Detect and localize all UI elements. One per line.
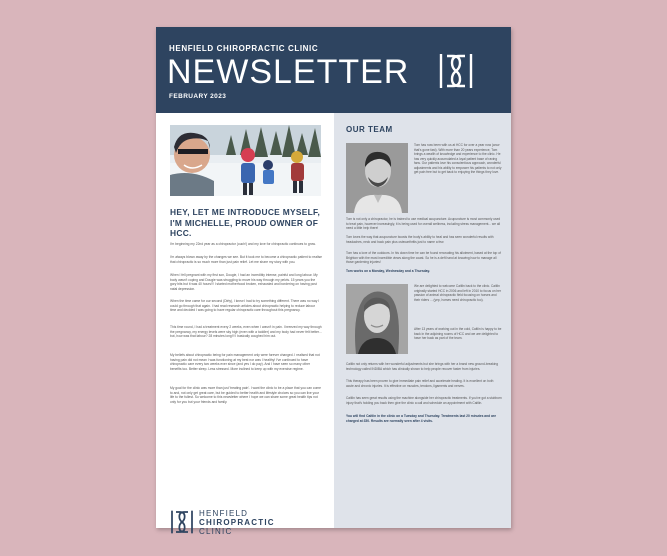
newsletter-title: NEWSLETTER	[167, 53, 410, 91]
caitlin-bio-paragraph: After 13 years of working out in the cold, Caitlin is happy to be back in the adjoining rooms of HCC and we are delighted to have her back as part of the team.	[414, 327, 502, 340]
tom-bio-paragraph: Tom has a love of the outdoors. In his down time he can be found renovating his allotment, based at the top of Brighton with the most incredible views along the coast. So he is a deft hand at knowing how to manage all those gardening injuries!	[346, 251, 501, 264]
intro-column	[156, 113, 334, 536]
footer-logo-text	[199, 509, 275, 536]
tom-portrait	[346, 143, 408, 213]
team-heading: OUR TEAM	[346, 125, 393, 134]
intro-paragraph: When the time came for our second (Dirty), I knew I had to try something different. There was no way I could go through that again. I had read research articles about chiropractic helping to reduce labour time and decided I was going to have regular chiropractic care throughout this pregnancy.	[170, 299, 320, 313]
caitlin-working-days: You will find Caitlin in the clinic on a Tuesday and Thursday. Treatments last 20 minutes and are charged at £50. Results are normally seen after 4 visits.	[346, 414, 497, 423]
issue-date: FEBRUARY 2023	[169, 93, 227, 100]
masthead	[156, 27, 511, 113]
team-column	[334, 113, 511, 528]
caitlin-bio-paragraph: This therapy has been proven to give immediate pain relief and accelerate healing. It is excellent on both acute and chronic injuries. It is effective on muscles, tendons, ligaments and nerves.	[346, 379, 494, 388]
clinic-name: HENFIELD CHIROPRACTIC CLINIC	[169, 44, 319, 53]
intro-paragraph: I'm always blown away by the changes we see. But it took me to become a chiropractic patient to realise that chiropractic is so much more than just pain relief. Let me share my story with you.	[170, 255, 322, 264]
caitlin-portrait	[346, 284, 408, 354]
footer-logo-line: CLINIC	[199, 527, 233, 536]
intro-paragraph: My goal for the clinic was more than just 'treating pain'. I want the clinic to be a place that you can come to and, not only get great care, but be guided to better health and lifestyle choices so you can live your life to the fullest. So welcome to this newsletter where I hope we can share some great health tips not only for you but your friends and family.	[170, 386, 321, 404]
intro-paragraph: When I fell pregnant with my first son, Dougie, I had an incredibly intense, painful and long labour. My body wasn't coping and Dougie was struggling to move his way through my pelvis. 15 years you the gory bits but it was 40 hours!!! I started motherhood broken, exhausted and bordering on having post natal depression.	[170, 273, 318, 291]
intro-heading: HEY, LET ME INTRODUCE MYSELF, I'M MICHELLE, PROUD OWNER OF HCC.	[170, 207, 321, 238]
footer-logo-line: CHIROPRACTIC	[199, 518, 275, 527]
tom-bio-paragraph: Tom is not only a chiropractor, he is trained to use medical acupuncture. Acupuncture is most commonly used to treat pain, however increasingly, it is being used for overall wellness, including stress management... we all need a little help there!	[346, 217, 501, 230]
family-ski-photo	[170, 125, 321, 196]
footer-logo	[170, 507, 290, 537]
tom-bio-intro: Tom has now been with us at HCC for over a year now (wow that's gone fast). With more than 20 years experience, Tom brings a wealth of knowledge and experience to the clinic. He has very quickly accumulated a loyal patient base of raving fans. Our patients love his conscientious approach, wonderful adjustments and his ability to empower his patients to not only get pain free but to get back to enjoying the things they love.	[414, 143, 502, 174]
intro-paragraph: This time round, I had a treatment every 2 weeks, even when I wasn't in pain. I breezed my way through the pregnancy, my energy levels were sky high (even with a toddler) and my body had never felt better... but, how was that labour? 28 minutes long!!! I basically coughed him out.	[170, 325, 322, 339]
footer-logo-line: HENFIELD	[199, 509, 249, 518]
clinic-logo-icon	[170, 509, 194, 535]
clinic-logo-icon	[438, 52, 474, 90]
tom-bio-paragraph: Tom loves the way that acupuncture boosts the body's ability to heal and has seen wonderful results with headaches, neck and back pain plus osteoarthritis just to name a few.	[346, 235, 494, 244]
newsletter-page	[156, 27, 511, 536]
tom-working-days: Tom works on a Monday, Wednesday and a Thursday.	[346, 269, 431, 273]
caitlin-bio-paragraph: Caitlin not only returns with her wonderful adjustments but she brings with her a brand new ground-breaking technology called INDIBA which has clinically shown to help people recover faster from injuries.	[346, 362, 499, 371]
caitlin-bio-intro: We are delighted to welcome Caitlin back to the clinic. Caitlin originally started HCC in 2006 and left in 2010 to focus on her passion of animal chiropractic field focusing on horses and their riders ... (yep, horses need chiropractic too).	[414, 284, 501, 302]
intro-paragraph: My beliefs about chiropractic being for pain management only were forever changed. I realised that not having pain did not mean I was functioning at my best nor was I healthy! I've continued to have chiropractic care every two weeks ever since (and yes I do pay). And I have seen so many other benefits too. Better sleep. Less stressed. More inclined to keep up with my exercise regime.	[170, 353, 320, 371]
intro-paragraph: I'm beginning my 22nd year as a chiropractor (ouch!) and my love for chiropractic continues to grow.	[170, 242, 316, 246]
caitlin-bio-paragraph: Caitlin has seen great results using the machine alongside her chiropractic treatments. If you've got a stubborn injury that's holding you back then give the clinic a call and schedule an appointment with Caitlin.	[346, 396, 502, 405]
